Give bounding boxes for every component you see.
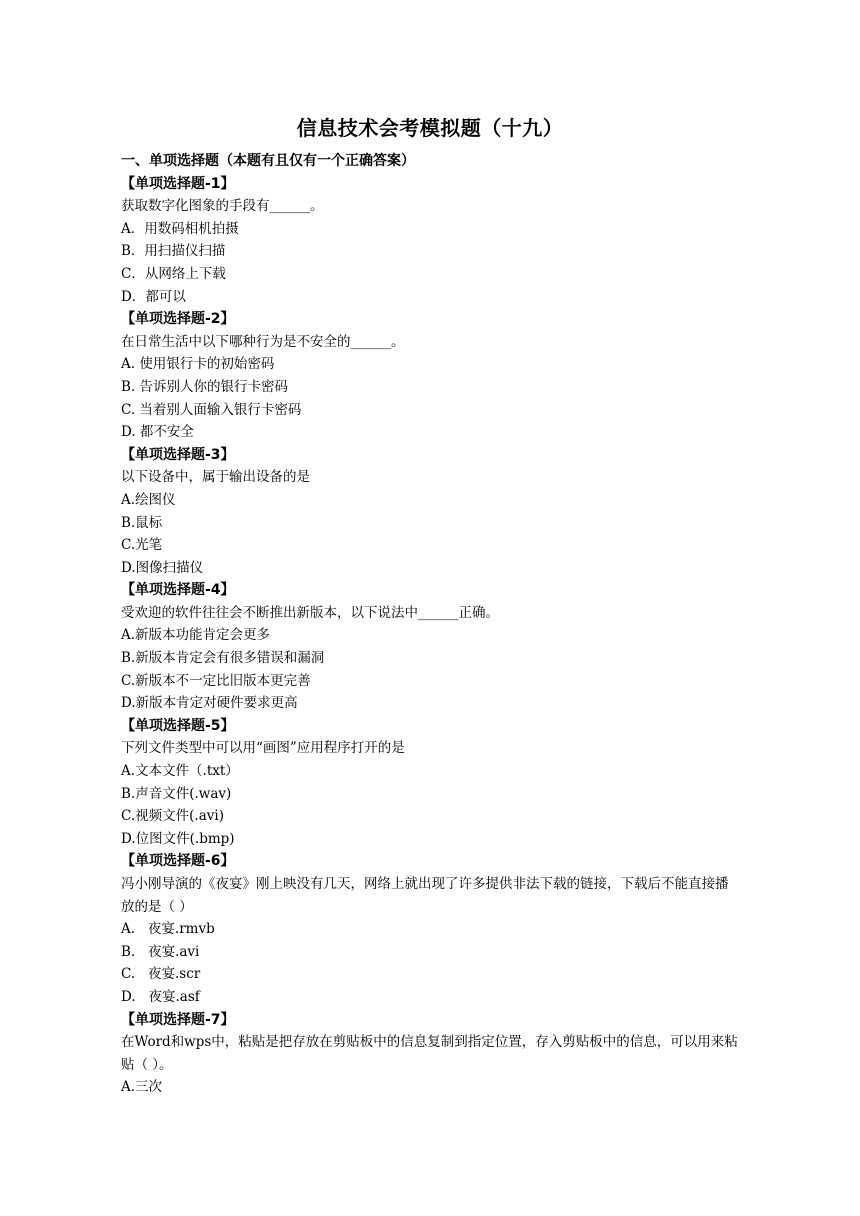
option-b: B.鼠标 (121, 514, 163, 531)
option-a: A.三次 (121, 1079, 163, 1096)
question-heading: 【单项选择题-7】 (121, 1011, 235, 1028)
document-title: 信息技术会考模拟题（十九） (296, 116, 564, 140)
question-text: 获取数字化图象的手段有______。 (121, 198, 324, 215)
option-a: A.新版本功能肯定会更多 (121, 627, 271, 644)
option-a: A. 夜宴.rmvb (121, 921, 215, 938)
option-c: C.新版本不一定比旧版本更完善 (121, 672, 311, 689)
question-text: 冯小刚导演的《夜宴》刚上映没有几天，网络上就出现了许多提供非法下载的链接，下载后不能直接播放的是（ ） (121, 876, 729, 915)
option-c: C. 夜宴.scr (121, 966, 201, 983)
question-heading: 【单项选择题-4】 (121, 582, 235, 599)
option-a: A.文本文件（.txt） (121, 763, 239, 780)
question-2 (121, 308, 741, 444)
option-b: B. 告诉别人你的银行卡密码 (121, 378, 289, 395)
option-d: D.位图文件(.bmp) (121, 830, 235, 847)
option-d: D．都可以 (121, 288, 186, 305)
option-a: A. 使用银行卡的初始密码 (121, 356, 275, 373)
option-d: D.新版本肯定对硬件要求更高 (121, 695, 298, 712)
question-text: 在日常生活中以下哪种行为是不安全的______。 (121, 333, 405, 350)
option-b: B.声音文件(.wav) (121, 785, 232, 802)
option-a: A．用数码相机拍摄 (121, 220, 239, 237)
option-d: D. 都不安全 (121, 424, 194, 441)
question-3 (121, 444, 741, 580)
question-1 (121, 173, 741, 309)
question-text: 在Word和wps中，粘贴是把存放在剪贴板中的信息复制到指定位置，存入剪贴板中的信息，可以用来粘贴（ ）。 (121, 1034, 738, 1073)
option-c: C.光笔 (121, 537, 163, 554)
question-text: 下列文件类型中可以用“画图”应用程序打开的是 (121, 740, 405, 757)
question-4 (121, 579, 741, 715)
option-b: B.新版本肯定会有很多错误和漏洞 (121, 650, 325, 667)
option-b: B．用扫描仪扫描 (121, 243, 226, 260)
question-7 (121, 1009, 741, 1099)
option-d: D.图像扫描仪 (121, 559, 204, 576)
document-body (121, 150, 741, 1099)
question-heading: 【单项选择题-2】 (121, 311, 235, 328)
question-text: 以下设备中，属于输出设备的是 (121, 469, 310, 486)
question-text: 受欢迎的软件往往会不断推出新版本，以下说法中______正确。 (121, 604, 499, 621)
question-heading: 【单项选择题-3】 (121, 446, 235, 463)
question-heading: 【单项选择题-6】 (121, 853, 235, 870)
option-c: C.视频文件(.avi) (121, 808, 224, 825)
question-5 (121, 715, 741, 851)
option-a: A.绘图仪 (121, 491, 176, 508)
section-heading: 一、单项选择题（本题有且仅有一个正确答案） (121, 153, 415, 169)
option-d: D. 夜宴.asf (121, 988, 200, 1005)
question-heading: 【单项选择题-5】 (121, 717, 235, 734)
option-c: C．从网络上下载 (121, 265, 226, 282)
option-b: B. 夜宴.avi (121, 943, 200, 960)
question-6 (121, 850, 741, 1008)
option-c: C. 当着别人面输入银行卡密码 (121, 401, 302, 418)
question-heading: 【单项选择题-1】 (121, 175, 235, 192)
